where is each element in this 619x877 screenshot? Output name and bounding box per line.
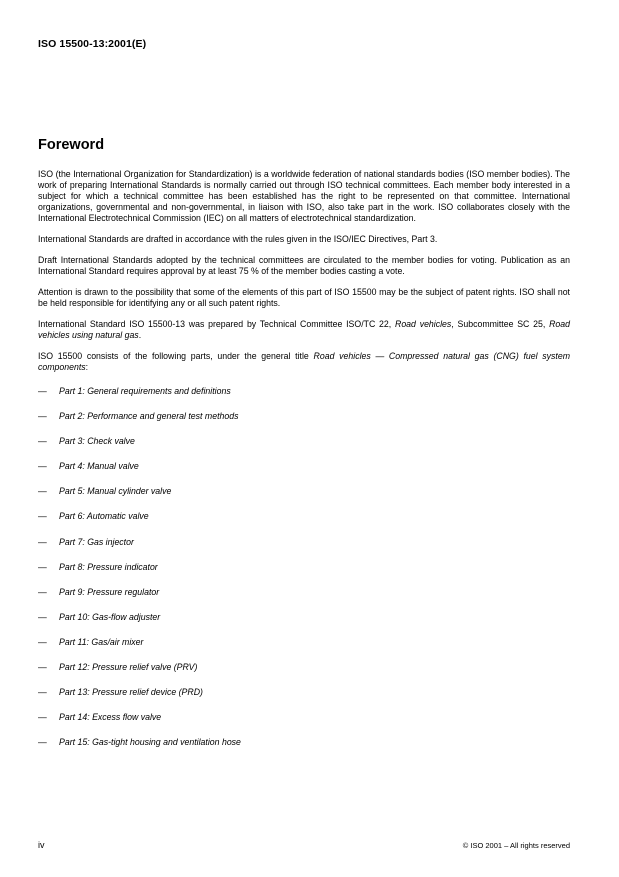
- part-title: Part 6: Automatic valve: [59, 511, 149, 522]
- general-title: Road vehicles — Compressed natural gas (CNG) fuel system components: [38, 351, 570, 372]
- page-number: iv: [38, 840, 45, 850]
- part-title: Part 1: General requirements and definitions: [59, 386, 231, 396]
- part-title: Part 13: Pressure relief device (PRD): [59, 687, 203, 698]
- part-title: Part 5: Manual cylinder valve: [59, 486, 172, 497]
- list-item: [38, 562, 570, 587]
- dash-bullet: —: [38, 411, 47, 422]
- list-item: [38, 662, 570, 687]
- colon: :: [85, 362, 89, 372]
- part-title: Part 7: Gas injector: [59, 536, 134, 547]
- paragraph-voting: Draft International Standards adopted by the technical committees are circulated to the member bodies for voting. Publication as an International Standard requires approval by at least 75 % of the member bodies casting a vote.: [38, 255, 570, 276]
- dash-bullet: —: [38, 712, 47, 723]
- list-item: [38, 737, 570, 762]
- list-item: [38, 436, 570, 461]
- dash-bullet: —: [38, 611, 47, 622]
- dash-bullet: —: [38, 662, 47, 673]
- dash-bullet: —: [38, 511, 47, 522]
- list-item: [38, 486, 570, 511]
- part-title: Part 15: Gas-tight housing and ventilation hose: [59, 737, 241, 748]
- dash-bullet: —: [38, 737, 47, 748]
- list-item: [38, 587, 570, 612]
- part-title: Part 12: Pressure relief valve (PRV): [59, 662, 198, 673]
- copyright-notice: © ISO 2001 – All rights reserved: [462, 841, 570, 850]
- foreword-heading: Foreword: [38, 137, 105, 153]
- paragraph-directives: International Standards are drafted in accordance with the rules given in the ISO/IEC Directives, Part 3.: [38, 234, 438, 244]
- list-item: [38, 612, 570, 637]
- part-title: Part 9: Pressure regulator: [59, 586, 160, 597]
- list-item: [38, 511, 570, 536]
- dash-bullet: —: [38, 561, 47, 572]
- subcommittee-title: Road vehicles using natural gas: [38, 319, 570, 340]
- dash-bullet: —: [38, 461, 47, 472]
- list-item: [38, 461, 570, 486]
- dash-bullet: —: [38, 386, 47, 396]
- list-item: [38, 712, 570, 737]
- part-title: Part 2: Performance and general test methods: [59, 411, 239, 422]
- list-item: [38, 386, 570, 411]
- part-title: Part 3: Check valve: [59, 436, 135, 447]
- dash-bullet: —: [38, 636, 47, 647]
- paragraph-parts-intro: [38, 351, 570, 373]
- paragraph-patent-rights: Attention is drawn to the possibility that some of the elements of this part of ISO 15500 may be the subject of patent rights. ISO shall not be held responsible for identifying any or all such patent rights.: [38, 287, 570, 308]
- part-title: Part 11: Gas/air mixer: [59, 636, 144, 647]
- dash-bullet: —: [38, 687, 47, 698]
- paragraph-prepared-by: [38, 319, 570, 341]
- parts-intro-text: ISO 15500 consists of the following parts, under the general title: [38, 351, 314, 361]
- list-item: [38, 637, 570, 662]
- dash-bullet: —: [38, 436, 47, 447]
- foreword-body: [38, 169, 570, 762]
- dash-bullet: —: [38, 486, 47, 497]
- prepared-by-text: International Standard ISO 15500-13 was prepared by Technical Committee ISO/TC 22,: [38, 319, 395, 329]
- document-id-header: ISO 15500-13:2001(E): [38, 38, 147, 50]
- list-item: [38, 687, 570, 712]
- part-title: Part 14: Excess flow valve: [59, 712, 162, 723]
- committee-title: Road vehicles: [395, 319, 452, 329]
- subcommittee-text: , Subcommittee SC 25,: [451, 319, 550, 329]
- list-item: [38, 537, 570, 562]
- part-title: Part 8: Pressure indicator: [59, 561, 158, 572]
- sentence-end: .: [138, 330, 142, 340]
- dash-bullet: —: [38, 536, 47, 547]
- part-title: Part 10: Gas-flow adjuster: [59, 611, 161, 622]
- dash-bullet: —: [38, 586, 47, 597]
- parts-list: [38, 386, 570, 762]
- part-title: Part 4: Manual valve: [59, 461, 139, 472]
- paragraph-iso-intro: ISO (the International Organization for Standardization) is a worldwide federation of national standards bodies (ISO member bodies). The work of preparing International Standards is normally carried out through ISO technical committees. Each member body interested in a subject for which a technical committee has been established has the right to be represented on that committee. International organizations, governmental and non-governmental, in liaison with ISO, also take part in the work. ISO collaborates closely with the International Electrotechnical Commission (IEC) on all matters of electrotechnical standardization.: [38, 169, 570, 223]
- list-item: [38, 411, 570, 436]
